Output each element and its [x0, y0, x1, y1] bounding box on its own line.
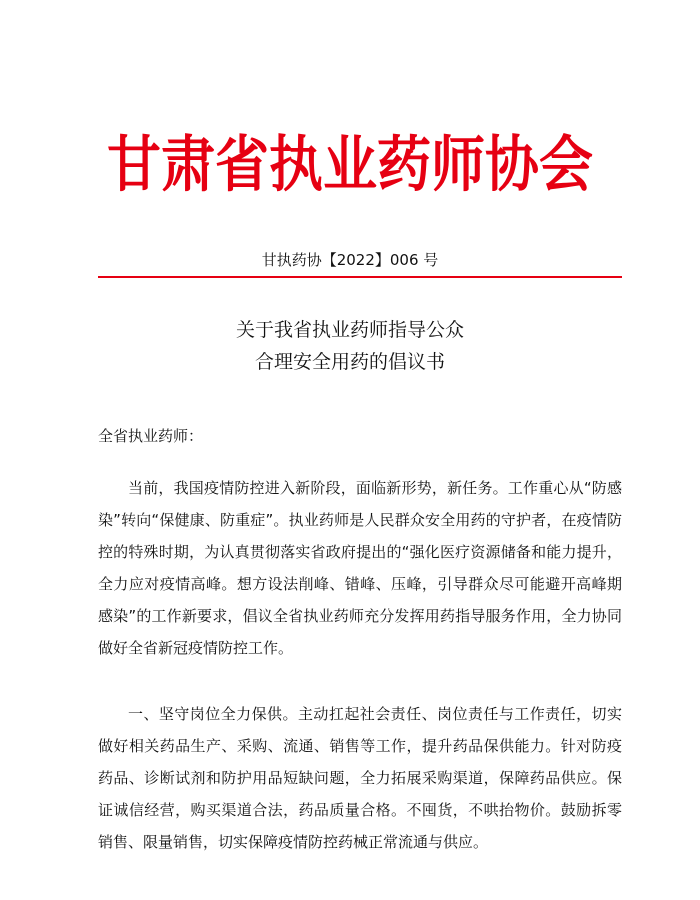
body-paragraph-2: 一、坚守岗位全力保供。主动扛起社会责任、岗位责任与工作责任，切实做好相关药品生产、采购、流通、销售等工作，提升药品保供能力。针对防疫药品、诊断试剂和防护用品短缺问题，全力拓展采购渠道，保障药品供应。保证诚信经营，购买渠道合法，药品质量合格。不囤货，不哄抬物价。鼓励拆零销售、限量销售，切实保障疫情防控药械正常流通与供应。: [98, 705, 622, 851]
header-divider: [98, 276, 622, 278]
document-number: 甘执药协【2022】006 号: [261, 251, 439, 269]
document-title: [0, 314, 700, 378]
document-title-line-1: 关于我省执业药师指导公众: [235, 319, 464, 341]
body-paragraph-1: 当前，我国疫情防控进入新阶段，面临新形势，新任务。工作重心从“防感染”转向“保健康、防重症”。执业药师是人民群众安全用药的守护者，在疫情防控的特殊时期，为认真贯彻落实省政府提出的“强化医疗资源储备和能力提升，全力应对疫情高峰。想方设法削峰、错峰、压峰，引导群众尽可能避开高峰期感染”的工作新要求，倡议全省执业药师充分发挥用药指导服务作用，全力协同做好全省新冠疫情防控工作。: [98, 479, 622, 657]
document-title-line-2: 合理安全用药的倡议书: [254, 351, 445, 373]
org-header-title: 甘肃省执业药师协会: [107, 129, 593, 200]
salutation: 全省执业药师：: [98, 427, 204, 445]
